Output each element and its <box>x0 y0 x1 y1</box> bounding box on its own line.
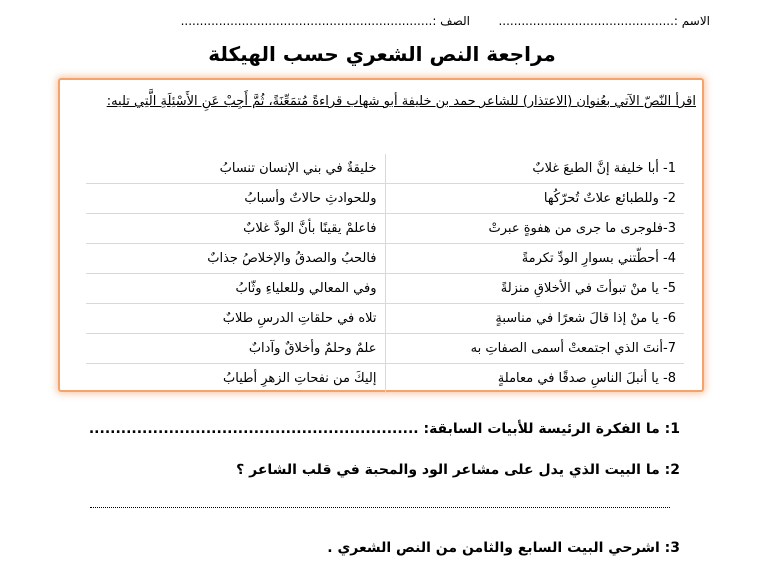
verse-ajz: تلاه في حلقاتِ الدرسِ طلابٌ <box>86 304 385 334</box>
verse-ajz: علمٌ وحلمٌ وأخلاقٌ وآدابٌ <box>86 334 385 364</box>
verse-ajz: إليكَ من نفحاتِ الزهرِ أطيابُ <box>86 364 385 394</box>
poem-verse-row <box>86 214 684 244</box>
verse-sadr: 1- أبا خليفة إنَّ الطبعَ غلابٌ <box>385 154 684 184</box>
poem-verse-row <box>86 274 684 304</box>
verse-sadr: 3-فلوجرى ما جرى من هفوةٍ عبرتْ <box>385 214 684 244</box>
poem-table <box>86 154 684 393</box>
poem-verse-row <box>86 364 684 394</box>
verse-ajz: فالحبُ والصدقُ والإخلاصُ جذابٌ <box>86 244 385 274</box>
name-field-label[interactable]: الاسم :.............................................. <box>498 14 710 28</box>
verse-sadr: 4- أحطّتني بسوارِ الودِّ تكرمةً <box>385 244 684 274</box>
verse-sadr: 7-أنتَ الذي اجتمعتْ أسمى الصفاتِ به <box>385 334 684 364</box>
verse-sadr: 8- يا أنبلَ الناسِ صدقًا في معاملةٍ <box>385 364 684 394</box>
intro-instruction: اقرأ النّصّ الآتي بعُنوان (الاعتذار) للشاعر حمد بن خليفة أبو شهاب قراءةً مُتمَعِّنَةً، ثُمَّ أَجِبْ عَنِ الأَسْئِلَةِ الَّتِي تليه: <box>106 94 696 109</box>
verse-ajz: فاعلمْ يقينًا بأنَّ الودَّ غلابٌ <box>86 214 385 244</box>
verse-ajz: خليقةٌ في بني الإنسان تنسابُ <box>219 161 377 176</box>
poem-verse-row <box>86 244 684 274</box>
class-field-label[interactable]: الصف :.................................................................. <box>180 14 470 28</box>
verse-ajz: وللحوادثِ حالاتٌ وأسبابُ <box>86 184 385 214</box>
answer-line[interactable] <box>90 497 670 508</box>
poem-verse-row <box>86 304 684 334</box>
verse-ajz: وفي المعالي وللعلياءِ وثّابُ <box>86 274 385 304</box>
student-header <box>110 14 710 32</box>
question-1: 1: ما الفكرة الرئيسة للأبيات السابقة: .............................................................. <box>88 421 680 437</box>
verse-sadr: 6- يا منْ إذا قالَ شعرًا في مناسبةٍ <box>385 304 684 334</box>
page-title: مراجعة النص الشعري حسب الهيكلة <box>208 42 556 66</box>
verse-sadr: 5- يا منْ تبوأتَ في الأخلاقِ منزلةً <box>385 274 684 304</box>
verse-sadr: 2- وللطبائع علاتٌ تُحرّكُها <box>385 184 684 214</box>
question-2: 2: ما البيت الذي يدل على مشاعر الود والمحبة في قلب الشاعر ؟ <box>236 462 680 478</box>
question-3: 3: اشرحي البيت السابع والثامن من النص الشعري . <box>327 540 680 556</box>
poem-verse-row <box>86 184 684 214</box>
poem-verse-row <box>86 154 684 184</box>
poem-verse-row <box>86 334 684 364</box>
